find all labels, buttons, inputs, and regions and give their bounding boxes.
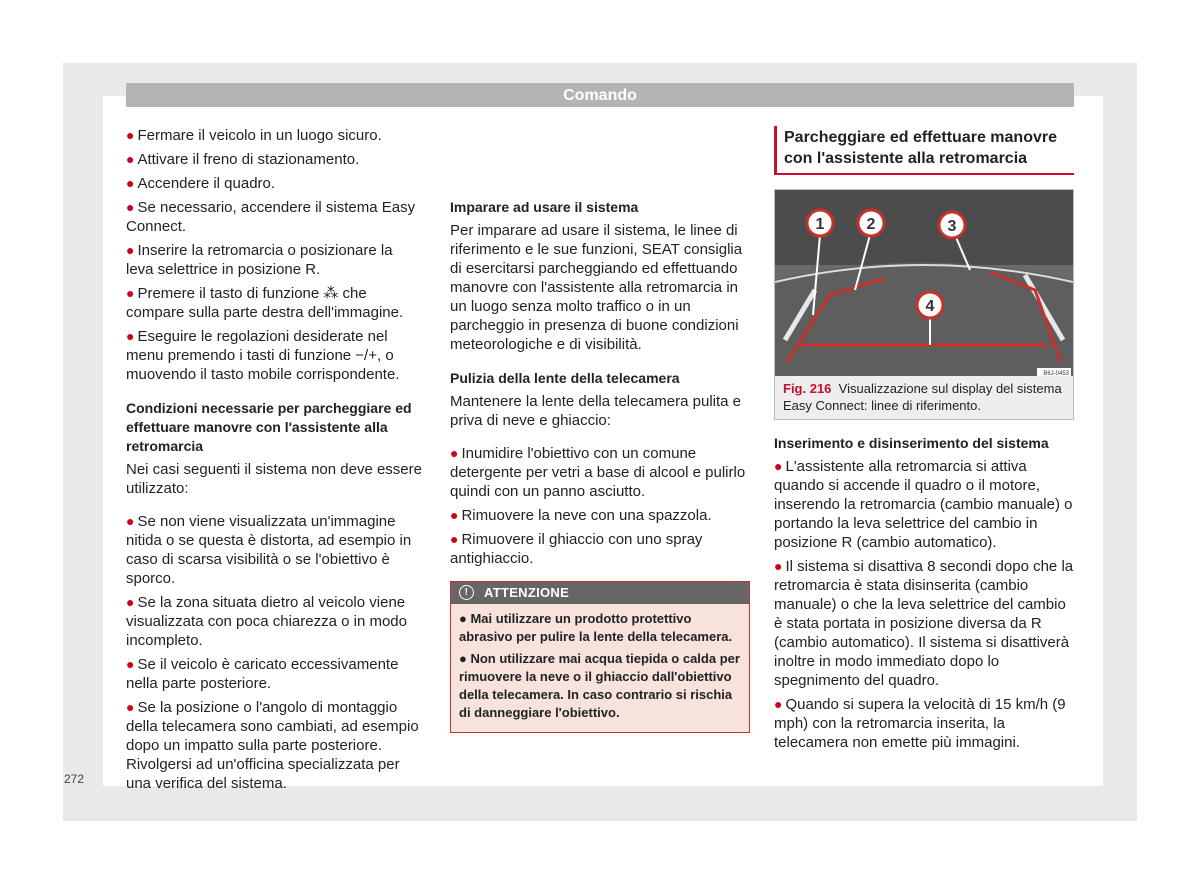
callout-4: 4 xyxy=(925,298,935,315)
figure-caption: Fig. 216 Visualizzazione sul display del sistema Easy Connect: linee di riferimento. xyxy=(775,376,1073,419)
list-item: ● Se non viene visualizzata un'immagine nitida o se questa è distorta, ad esempio in caso di scarsa visibilità o se l'obiettivo è sporco. xyxy=(126,513,412,587)
page-number: 272 xyxy=(64,772,85,786)
list-item: ● Il sistema si disattiva 8 secondi dopo che la retromarcia è stata disinserita (cambio manuale) o che la leva selettrice del cambio è stata portata in posizione diversa da R (cambio automatico). Il sistema si disattiverà inoltre in modo immediato dopo lo spegnimento del quadro. xyxy=(774,558,1074,689)
subheading-clean: Pulizia della lente della telecamera xyxy=(450,370,680,386)
figure-number: Fig. 216 xyxy=(783,381,832,396)
callout-2: 2 xyxy=(866,216,876,233)
warning-body xyxy=(451,604,749,732)
bullet-icon: ● xyxy=(126,175,135,191)
list-item: ● Accendere il quadro. xyxy=(126,175,276,192)
list-item: ● Inserire la retromarcia o posizionare la leva selettrice in posizione R. xyxy=(126,242,393,278)
warning-item: ● Non utilizzare mai acqua tiepida o calda per rimuovere la neve o il ghiaccio dall'obiettivo della telecamera. In caso contrario si rischia di danneggiare l'obiettivo. xyxy=(459,651,740,720)
learn-text: Per imparare ad usare il sistema, le linee di riferimento e le sue funzioni, SEAT consiglia di esercitarsi parcheggiando ed effettuando manovre con l'assistente alla retromarcia in un luogo senza molto traffico o in un parcheggio in presenza di buone condizioni meteorologiche e di visibilità. xyxy=(450,222,743,353)
list-item: ● Rimuovere il ghiaccio con uno spray antighiaccio. xyxy=(450,531,703,567)
page-header: Comando xyxy=(126,83,1074,107)
subheading-activation: Inserimento e disinserimento del sistema xyxy=(774,435,1049,451)
callout-1: 1 xyxy=(815,216,825,233)
bullet-icon: ● xyxy=(126,127,135,143)
list-item: ● Se necessario, accendere il sistema Easy Connect. xyxy=(126,199,416,235)
bullet-icon: ● xyxy=(126,513,135,529)
list-item: ● Rimuovere la neve con una spazzola. xyxy=(450,507,712,524)
column-2 xyxy=(450,126,750,733)
list-item: ● Se il veicolo è caricato eccessivamente nella parte posteriore. xyxy=(126,656,399,692)
list-item: ● Premere il tasto di funzione ⁂ che compare sulla parte destra dell'immagine. xyxy=(126,285,404,321)
warning-box xyxy=(450,581,750,733)
bullet-icon: ● xyxy=(774,558,783,574)
bullet-icon: ● xyxy=(126,151,135,167)
bullet-icon: ● xyxy=(126,656,135,672)
subheading-conditions: Condizioni necessarie per parcheggiare ed effettuare manovre con l'assistente alla retromarcia xyxy=(126,400,412,454)
list-item: ● Inumidire l'obiettivo con un comune detergente per vetri a base di alcool e pulirlo quindi con un panno asciutto. xyxy=(450,445,746,500)
list-item: ● Attivare il freno di stazionamento. xyxy=(126,151,360,168)
bullet-icon: ● xyxy=(450,507,459,523)
bullet-icon: ● xyxy=(450,531,459,547)
list-item: ● Se la zona situata dietro al veicolo viene visualizzata con poca chiarezza o in modo incompleto. xyxy=(126,594,407,649)
warning-icon: ! xyxy=(459,585,474,600)
bullet-icon: ● xyxy=(126,699,135,715)
list-item: ● Eseguire le regolazioni desiderate nel menu premendo i tasti di funzione −/+, o muovendo il tasto mobile corrispondente. xyxy=(126,328,400,383)
bullet-icon: ● xyxy=(126,285,135,301)
bullet-icon: ● xyxy=(774,696,783,712)
bullet-icon: ● xyxy=(126,242,135,258)
callout-3: 3 xyxy=(947,218,957,235)
conditions-intro: Nei casi seguenti il sistema non deve essere utilizzato: xyxy=(126,461,422,497)
subheading-learn: Imparare ad usare il sistema xyxy=(450,199,639,215)
warning-header: ! ATTENZIONE xyxy=(451,582,749,604)
list-item: ● L'assistente alla retromarcia si attiva quando si accende il quadro o il motore, inserendo la retromarcia (cambio manuale) o portando la leva selettrice del cambio in posizione R (cambio automatico). xyxy=(774,458,1073,551)
list-item: ● Se la posizione o l'angolo di montaggio della telecamera sono cambiati, ad esempio dopo un impatto sulla parte posteriore. Rivolgersi ad un'officina specializzata per una verifica del sistema. xyxy=(126,699,419,792)
bullet-icon: ● xyxy=(126,594,135,610)
warning-item: ● Mai utilizzare un prodotto protettivo abrasivo per pulire la lente della telecamera. xyxy=(459,611,733,644)
bullet-icon: ● xyxy=(450,445,459,461)
list-item: ● Quando si supera la velocità di 15 km/h (9 mph) con la retromarcia inserita, la telecamera non emette più immagini. xyxy=(774,696,1066,751)
figure-code: B6J-0453 xyxy=(1043,371,1069,376)
column-1 xyxy=(126,126,424,798)
rear-camera-image xyxy=(775,190,1073,376)
bullet-icon: ● xyxy=(774,458,783,474)
clean-text: Mantenere la lente della telecamera pulita e priva di neve e ghiaccio: xyxy=(450,393,742,429)
list-item: ● Fermare il veicolo in un luogo sicuro. xyxy=(126,127,382,144)
column-3 xyxy=(774,126,1074,757)
bullet-icon: ● xyxy=(126,199,135,215)
figure xyxy=(774,189,1074,420)
bullet-icon: ● xyxy=(126,328,135,344)
section-title: Parcheggiare ed effettuare manovre con l'assistente alla retromarcia xyxy=(774,126,1074,175)
